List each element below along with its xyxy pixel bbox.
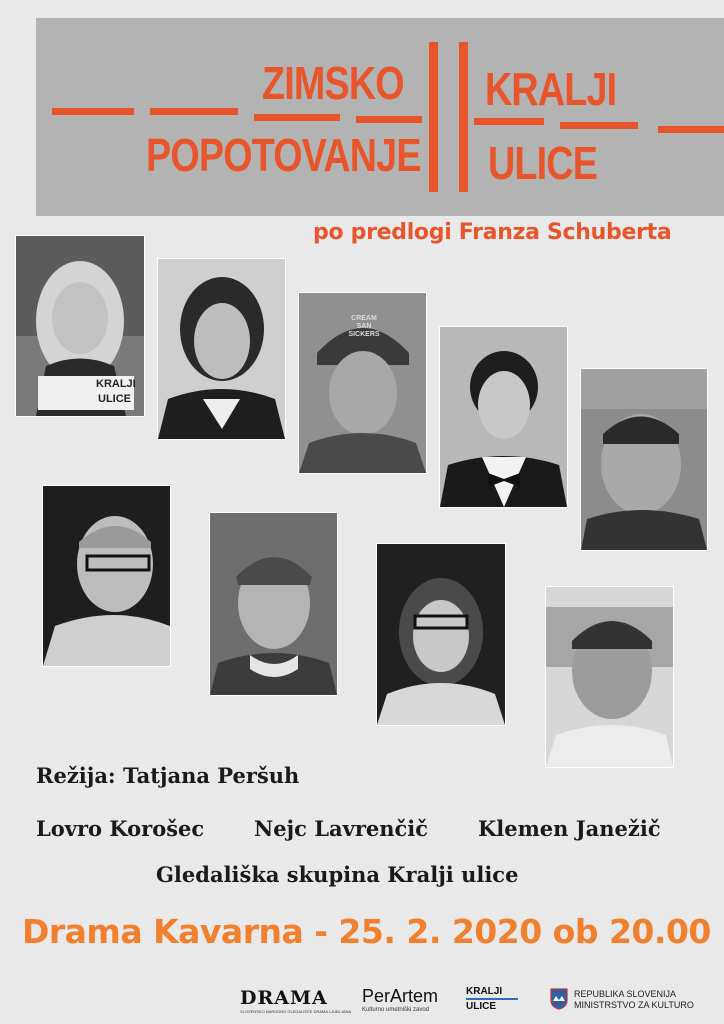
portrait-photo-8: [376, 543, 506, 726]
drama-logo-text: DRAMA: [240, 987, 328, 1009]
sign-text-ulice: ULICE: [98, 393, 131, 405]
portrait-photo-5: [580, 368, 708, 551]
portrait-photo-3: [298, 292, 427, 474]
director-credit: Režija: Tatjana Peršuh: [36, 763, 300, 788]
title-ulice: ULICE: [488, 137, 598, 189]
ministry-text-1: REPUBLIKA SLOVENIJA: [574, 989, 677, 999]
title-dash-line: [560, 122, 638, 129]
title-dash-line: [52, 108, 134, 115]
group-credit: Gledališka skupina Kralji ulice: [156, 862, 519, 887]
actor-credit-3: Klemen Janežič: [478, 816, 661, 841]
title-dash-line: [254, 114, 340, 121]
ministry-text-2: MINISTRSTVO ZA KULTURO: [574, 1000, 694, 1010]
sign-text-kralji: KRALJI: [96, 378, 136, 390]
kralji-logo-text-2: ULICE: [466, 1001, 496, 1012]
subtitle: po predlogi Franza Schuberta: [313, 220, 672, 245]
title-vertical-bar: [459, 42, 468, 192]
perartem-logo: [362, 985, 438, 1013]
kralji-ulice-logo: [466, 986, 518, 1012]
kralji-logo-text-1: KRALJI: [466, 986, 503, 997]
portrait-photo-6: [42, 485, 171, 667]
title-popotovanje: POPOTOVANJE: [146, 129, 421, 181]
title-dash-line: [356, 116, 422, 123]
title-dash-line: [658, 126, 724, 133]
slovenia-coat-of-arms-icon: [550, 988, 568, 1010]
portrait-photo-1: [15, 235, 145, 417]
portrait-photo-4: [439, 326, 568, 508]
title-zimsko: ZIMSKO: [262, 57, 404, 109]
actor-credit-1: Lovro Korošec: [36, 816, 205, 841]
actor-credit-2: Nejc Lavrenčič: [254, 816, 429, 841]
perartem-logo-text: PerArtem: [362, 986, 439, 1006]
title-dash-line: [150, 108, 238, 115]
perartem-logo-subtext: Kulturno umetniški zavod: [362, 1007, 430, 1013]
drama-logo: [240, 988, 351, 1014]
title-dash-line: [474, 118, 544, 125]
cap-text: CREAM SAN SICKERS: [348, 315, 380, 338]
kralji-logo-line: [466, 998, 518, 1000]
portrait-photo-7: [209, 512, 338, 696]
portrait-photo-2: [157, 258, 286, 440]
title-vertical-bar: [429, 42, 438, 192]
portrait-photo-9: [545, 586, 674, 768]
title-kralji: KRALJI: [485, 63, 617, 115]
drama-logo-subtext: SLOVENSKO NARODNO GLEDALIŠČE DRAMA LJUBLJANA: [240, 1009, 352, 1014]
event-info: Drama Kavarna - 25. 2. 2020 ob 20.00: [22, 912, 711, 951]
